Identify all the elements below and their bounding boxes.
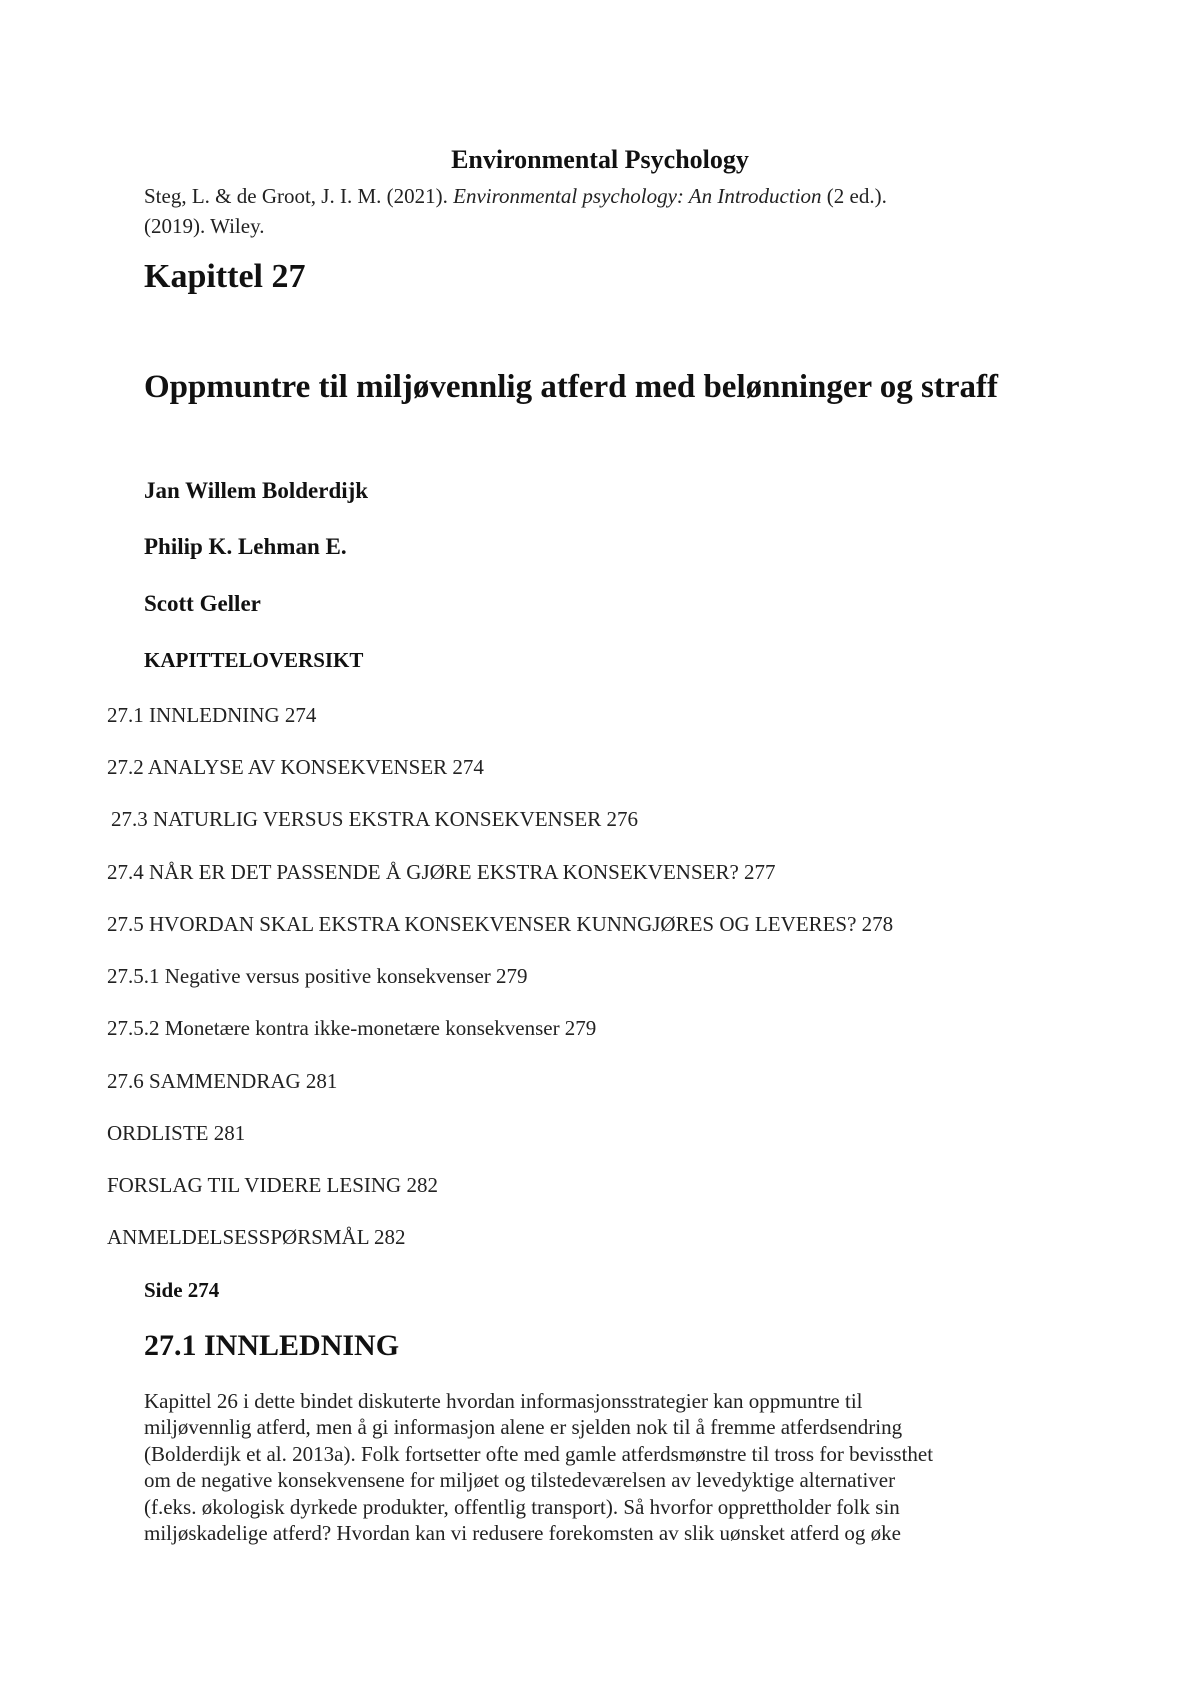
chapter-number: Kapittel 27	[144, 258, 306, 295]
paragraph-line: miljøskadelige atferd? Hvordan kan vi redusere forekomsten av slik uønsket atferd og øke	[144, 1521, 901, 1545]
toc-item: 27.5 HVORDAN SKAL EKSTRA KONSEKVENSER KUNNGJØRES OG LEVERES? 278	[107, 912, 894, 936]
citation	[144, 181, 887, 241]
paragraph-line: (Bolderdijk et al. 2013a). Folk fortsetter ofte med gamle atferdsmønstre til tross for bevissthet	[144, 1442, 934, 1466]
paragraph-line: om de negative konsekvensene for miljøet og tilstedeværelsen av levedyktige alternativer	[144, 1468, 896, 1492]
toc-item: 27.1 INNLEDNING 274	[107, 703, 317, 727]
paragraph-line: (f.eks. økologisk dyrkede produkter, offentlig transport). Så hvorfor opprettholder folk sin	[144, 1495, 900, 1519]
toc-item: 27.3 NATURLIG VERSUS EKSTRA KONSEKVENSER 276	[111, 807, 638, 831]
citation-book-title: Environmental psychology: An Introduction	[453, 184, 822, 208]
citation-authors: Steg, L. & de Groot, J. I. M. (2021).	[144, 184, 454, 208]
paragraph-line: Kapittel 26 i dette bindet diskuterte hvordan informasjonsstrategier kan oppmuntre til	[144, 1389, 863, 1413]
author-name: Scott Geller	[144, 591, 261, 616]
toc-item: 27.4 NÅR ER DET PASSENDE Å GJØRE EKSTRA KONSEKVENSER? 277	[107, 860, 776, 884]
chapter-title: Oppmuntre til miljøvennlig atferd med belønninger og straff	[144, 369, 999, 405]
chapter-overview-heading: KAPITTELOVERSIKT	[144, 648, 364, 672]
author-name: Philip K. Lehman E.	[144, 534, 347, 559]
page-marker: Side 274	[144, 1278, 220, 1302]
citation-line-2: (2019). Wiley.	[144, 214, 265, 238]
toc-item: FORSLAG TIL VIDERE LESING 282	[107, 1173, 438, 1197]
author-name: Jan Willem Bolderdijk	[144, 478, 369, 503]
toc-item: 27.5.2 Monetære kontra ikke-monetære konsekvenser 279	[107, 1016, 597, 1040]
toc-item: 27.2 ANALYSE AV KONSEKVENSER 274	[107, 755, 484, 779]
toc-item: 27.5.1 Negative versus positive konsekvenser 279	[107, 964, 528, 988]
toc-item: ORDLISTE 281	[107, 1121, 246, 1145]
section-heading: 27.1 INNLEDNING	[144, 1329, 400, 1362]
citation-line-1	[144, 181, 887, 211]
toc-item: 27.6 SAMMENDRAG 281	[107, 1069, 338, 1093]
paragraph-line: miljøvennlig atferd, men å gi informasjon alene er sjelden nok til å fremme atferdsendring	[144, 1415, 903, 1439]
document-title: Environmental Psychology	[451, 145, 749, 174]
toc-item: ANMELDELSESSPØRSMÅL 282	[107, 1225, 406, 1249]
citation-edition: (2 ed.).	[821, 184, 887, 208]
